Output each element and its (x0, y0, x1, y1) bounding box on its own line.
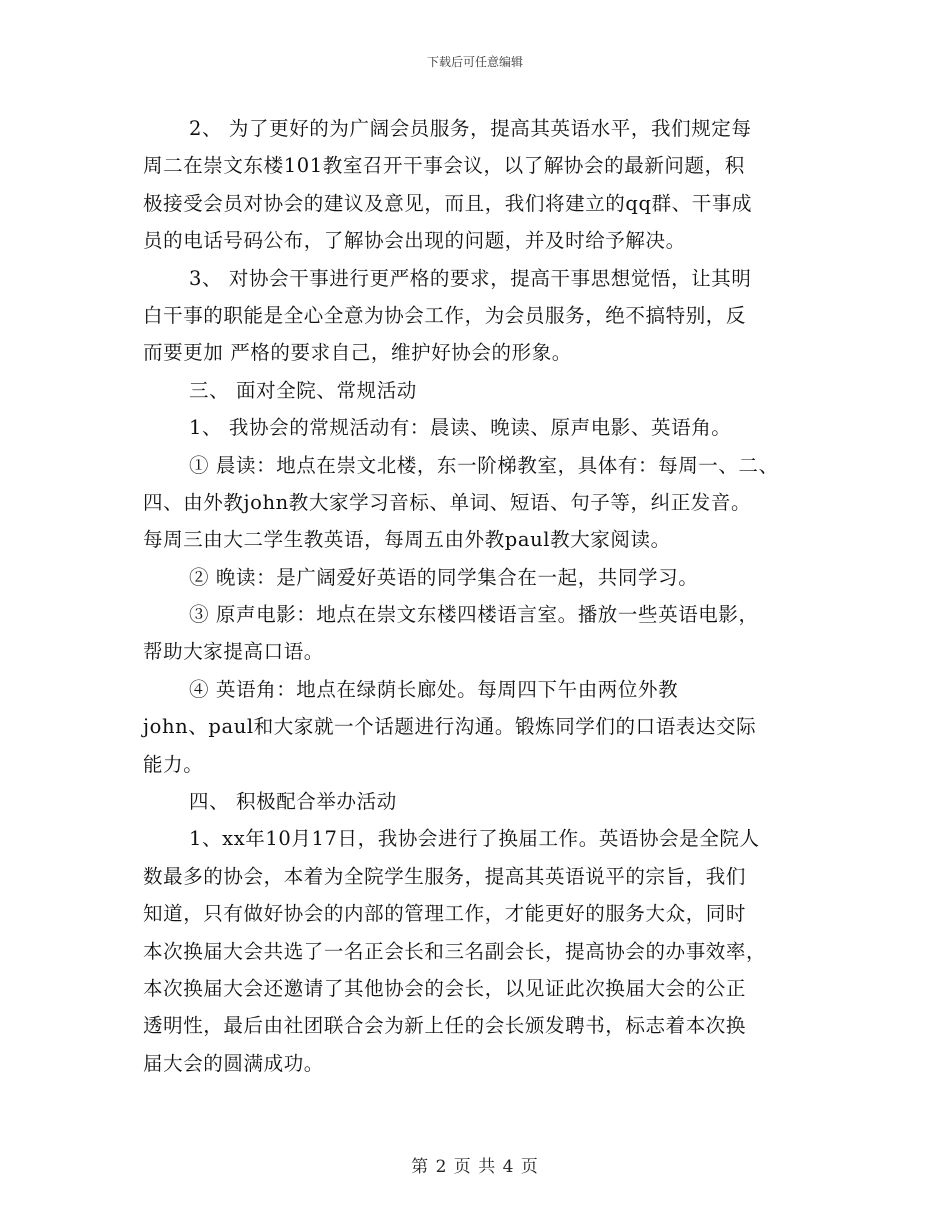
text-line: 周二在崇文东楼101教室召开干事会议，以了解协会的最新问题，积 (143, 154, 745, 178)
text-line: 白干事的职能是全心全意为协会工作，为会员服务，绝不搞特别，反 (143, 303, 747, 327)
text-line: ③ 原声电影：地点在崇文东楼四楼语言室。播放一些英语电影， (189, 603, 759, 627)
text-line: 四、由外教john教大家学习音标、单词、短语、句子等，纠正发音。 (143, 490, 752, 514)
text-line: 帮助大家提高口语。 (143, 640, 324, 664)
text-line: 能力。 (143, 752, 204, 776)
text-line: 1、xx年10月17日，我协会进行了换届工作。英语协会是全院人 (189, 827, 760, 851)
text-line: 每周三由大二学生教英语，每周五由外教paul教大家阅读。 (143, 528, 671, 552)
text-line: ② 晚读：是广阔爱好英语的同学集合在一起，共同学习。 (189, 565, 699, 589)
text-line: 员的电话号码公布，了解协会出现的问题，并及时给予解决。 (143, 229, 686, 253)
text-line: 2、 为了更好的为广阔会员服务，提高其英语水平，我们规定每 (189, 117, 752, 140)
page-header: 下载后可任意编辑 (426, 55, 523, 69)
text-line: 透明性，最后由社团联合会为新上任的会长颁发聘书，标志着本次换 (143, 1014, 747, 1038)
page-footer: 第 2 页 共 4 页 (411, 1157, 539, 1177)
text-line: ① 晨读：地点在崇文北楼，东一阶梯教室，具体有：每周一、二、 (189, 453, 779, 477)
text-line: 三、 面对全院、常规活动 (189, 378, 417, 402)
text-line: 四、 积极配合举办活动 (189, 790, 397, 814)
text-line: john、paul和大家就一个话题进行沟通。锻炼同学们的口语表达交际 (143, 715, 757, 739)
text-line: 届大会的圆满成功。 (143, 1051, 324, 1075)
text-line: 极接受会员对协会的建议及意见，而且，我们将建立的qq群、干事成 (143, 191, 753, 215)
text-line: 本次换届大会共选了一名正会长和三名副会长，提高协会的办事效率， (143, 939, 767, 963)
document-body (143, 110, 843, 1082)
text-line: 而要更加 严格的要求自己，维护好协会的形象。 (143, 341, 572, 365)
text-line: 1、 我协会的常规活动有：晨读、晚读、原声电影、英语角。 (189, 416, 732, 440)
text-line: 知道，只有做好协会的内部的管理工作，才能更好的服务大众，同时 (143, 902, 747, 926)
text-line: 本次换届大会还邀请了其他协会的会长，以见证此次换届大会的公正 (143, 976, 747, 1000)
text-line: 3、 对协会干事进行更严格的要求，提高干事思想觉悟，让其明 (189, 266, 752, 290)
text-line: ④ 英语角：地点在绿荫长廊处。每周四下午由两位外教 (189, 677, 679, 701)
text-line: 数最多的协会，本着为全院学生服务，提高其英语说平的宗旨，我们 (143, 864, 747, 888)
